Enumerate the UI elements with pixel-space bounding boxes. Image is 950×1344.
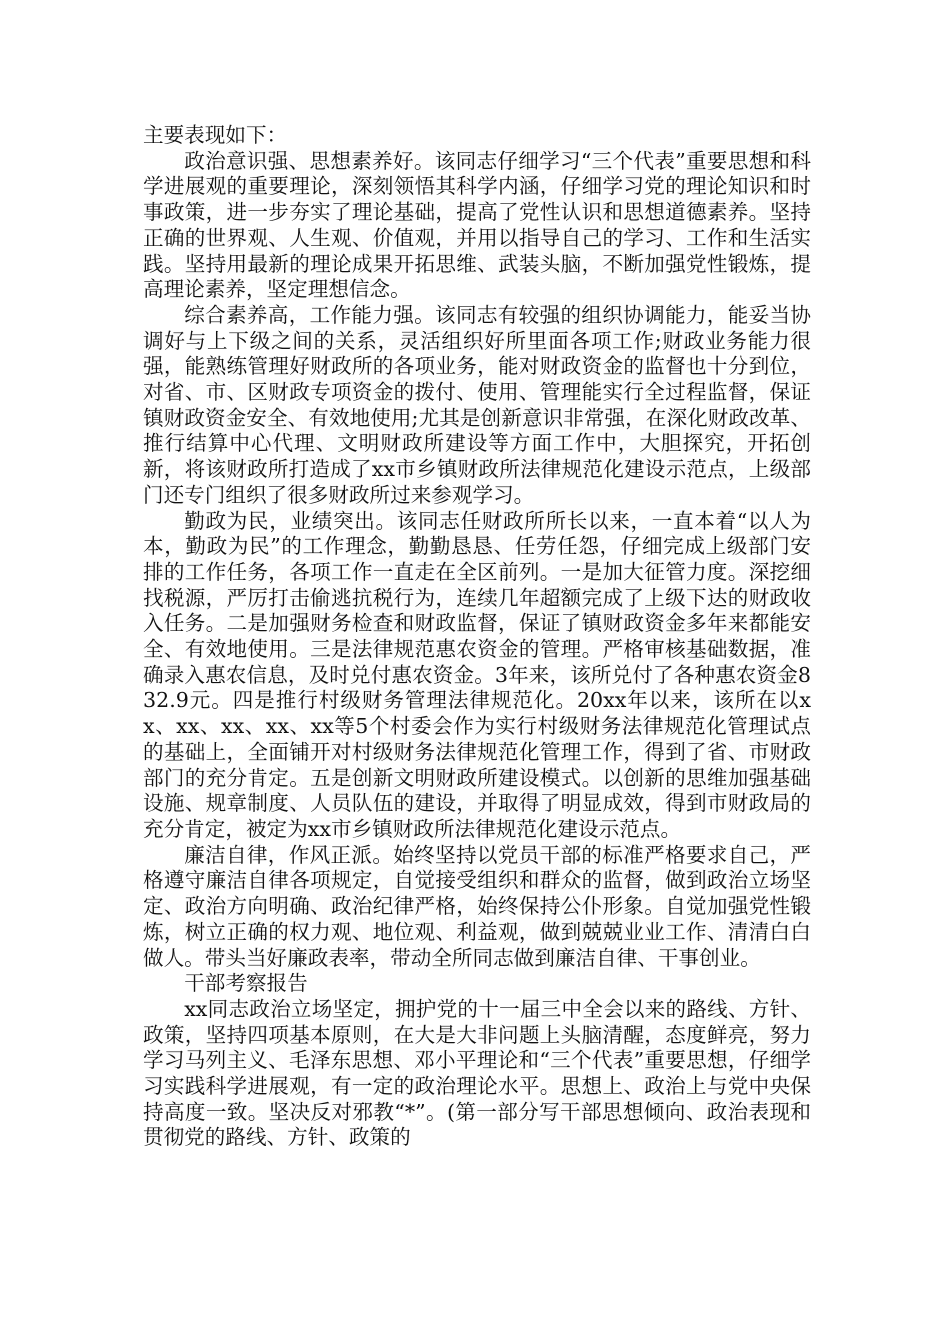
- section-subtitle: 干部考察报告: [184, 971, 308, 996]
- paragraph-work-ability: 综合素养高，工作能力强。该同志有较强的组织协调能力，能妥当协调好与上下级之间的关系，灵活组织好所里面各项工作;财政业务能力很强，能熟练管理好财政所的各项业务，能对财政资金的监督也十分到位，对省、市、区财政专项资金的拨付、使用、管理能实行全过程监督，保证镇财政资金安全、有效地使用;尤其是创新意识非常强，在深化财政改革、推行结算中心代理、文明财政所建设等方面工作中，大胆探究，开拓创新，将该财政所打造成了xx市乡镇财政所法律规范化建设示范点，上级部门还专门组织了很多财政所过来参观学习。: [143, 302, 811, 507]
- paragraph-performance: 勤政为民，业绩突出。该同志任财政所所长以来，一直本着“以人为本，勤政为民”的工作理念，勤勤恳恳、任劳任怨，仔细完成上级部门安排的工作任务，各项工作一直走在全区前列。一是加大征管力度。深挖细找税源，严厉打击偷逃抗税行为，连续几年超额完成了上级下达的财政收入任务。二是加强财务检查和财政监督，保证了镇财政资金多年来都能安全、有效地使用。三是法律规范惠农资金的管理。严格审核基础数据，准确录入惠农信息，及时兑付惠农资金。3年来，该所兑付了各种惠农资金832.9元。四是推行村级财务管理法律规范化。20xx年以来，该所在以xx、xx、xx、xx、xx等5个村委会作为实行村级财务法律规范化管理试点的基础上，全面铺开对村级财务法律规范化管理工作，得到了省、市财政部门的充分肯定。五是创新文明财政所建设模式。以创新的思维加强基础设施、规章制度、人员队伍的建设，并取得了明显成效，得到市财政局的充分肯定，被定为xx市乡镇财政所法律规范化建设示范点。: [143, 508, 811, 841]
- paragraph-closing: xx同志政治立场坚定，拥护党的十一届三中全会以来的路线、方针、政策，坚持四项基本原则，在大是大非问题上头脑清醒，态度鲜亮，努力学习马列主义、毛泽东思想、邓小平理论和“三个代表”重要思想，仔细学习实践科学进展观，有一定的政治理论水平。思想上、政治上与党中央保持高度一致。坚决反对邪教“*”。(第一部分写干部思想倾向、政治表现和贯彻党的路线、方针、政策的: [143, 996, 811, 1150]
- paragraph-integrity: 廉洁自律，作风正派。始终坚持以党员干部的标准严格要求自己，严格遵守廉洁自律各项规定，自觉接受组织和群众的监督，做到政治立场坚定、政治方向明确、政治纪律严格，始终保持公仆形象。自觉加强党性锻炼，树立正确的权力观、地位观、利益观，做到兢兢业业工作、清清白白做人。带头当好廉政表率，带动全所同志做到廉洁自律、干事创业。: [143, 842, 811, 970]
- document-body: [143, 123, 811, 1151]
- intro-line: 主要表现如下：: [143, 123, 288, 147]
- paragraph-political-awareness: 政治意识强、思想素养好。该同志仔细学习“三个代表”重要思想和科学进展观的重要理论，深刻领悟其科学内涵，仔细学习党的理论知识和时事政策，进一步夯实了理论基础，提高了党性认识和思想道德素养。坚持正确的世界观、人生观、价值观，并用以指导自己的学习、工作和生活实践。坚持用最新的理论成果开拓思维、武装头脑，不断加强党性锻炼，提高理论素养，坚定理想信念。: [143, 148, 811, 302]
